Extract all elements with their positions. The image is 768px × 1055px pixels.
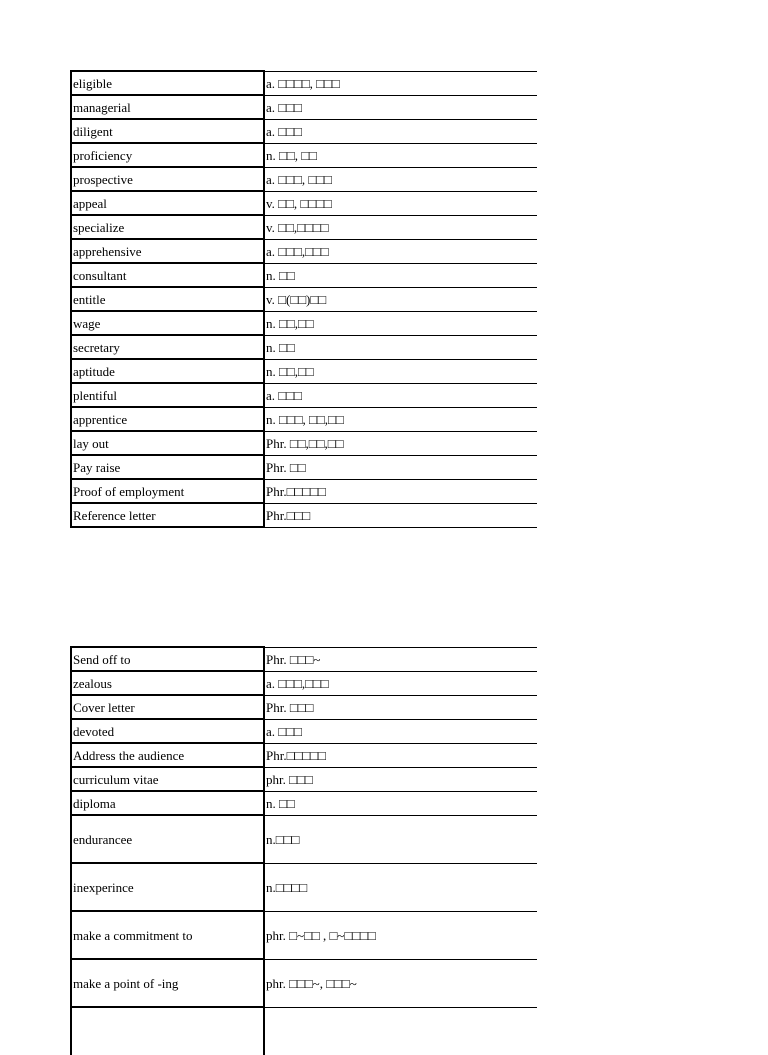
table-row (71, 719, 537, 743)
table-row (71, 287, 537, 311)
table-row (71, 743, 537, 767)
word-cell: zealous (71, 671, 264, 695)
table-row (71, 791, 537, 815)
word-cell: apprehensive (71, 239, 264, 263)
table-row (71, 1007, 537, 1055)
meaning-cell: a. □□□ (264, 119, 537, 143)
word-cell: apprentice (71, 407, 264, 431)
word-cell: diploma (71, 791, 264, 815)
word-cell: aptitude (71, 359, 264, 383)
word-cell (71, 1007, 264, 1055)
meaning-cell: phr. □~□□ , □~□□□□ (264, 911, 537, 959)
vocabulary-table-1-body (71, 71, 537, 527)
vocabulary-table-2-body (71, 647, 537, 1055)
meaning-cell: a. □□□□, □□□ (264, 71, 537, 95)
table-row (71, 167, 537, 191)
table-row (71, 959, 537, 1007)
meaning-cell: Phr.□□□□□ (264, 743, 537, 767)
meaning-cell: n.□□□□ (264, 863, 537, 911)
table-row (71, 911, 537, 959)
word-cell: prospective (71, 167, 264, 191)
meaning-cell: n. □□□, □□,□□ (264, 407, 537, 431)
table-row (71, 239, 537, 263)
vocabulary-table-1 (70, 70, 537, 528)
word-cell: curriculum vitae (71, 767, 264, 791)
meaning-cell: n. □□,□□ (264, 359, 537, 383)
table-row (71, 863, 537, 911)
table-row (71, 383, 537, 407)
word-cell: Pay raise (71, 455, 264, 479)
meaning-cell: Phr.□□□ (264, 503, 537, 527)
word-cell: eligible (71, 71, 264, 95)
word-cell: Proof of employment (71, 479, 264, 503)
meaning-cell (264, 1007, 537, 1055)
table-row (71, 767, 537, 791)
table-row (71, 671, 537, 695)
word-cell: managerial (71, 95, 264, 119)
meaning-cell: a. □□□ (264, 383, 537, 407)
word-cell: make a point of -ing (71, 959, 264, 1007)
vocabulary-table-2 (70, 646, 537, 1055)
word-cell: endurancee (71, 815, 264, 863)
word-cell: Cover letter (71, 695, 264, 719)
table-row (71, 143, 537, 167)
table-row (71, 311, 537, 335)
meaning-cell: Phr. □□,□□,□□ (264, 431, 537, 455)
word-cell: plentiful (71, 383, 264, 407)
meaning-cell: v. □□,□□□□ (264, 215, 537, 239)
word-cell: Send off to (71, 647, 264, 671)
table-row (71, 359, 537, 383)
meaning-cell: a. □□□,□□□ (264, 239, 537, 263)
meaning-cell: Phr. □□□~ (264, 647, 537, 671)
word-cell: secretary (71, 335, 264, 359)
meaning-cell: phr. □□□ (264, 767, 537, 791)
word-cell: lay out (71, 431, 264, 455)
meaning-cell: phr. □□□~, □□□~ (264, 959, 537, 1007)
table-row (71, 431, 537, 455)
meaning-cell: Phr. □□□ (264, 695, 537, 719)
meaning-cell: Phr.□□□□□ (264, 479, 537, 503)
word-cell: devoted (71, 719, 264, 743)
word-cell: proficiency (71, 143, 264, 167)
word-cell: Reference letter (71, 503, 264, 527)
word-cell: specialize (71, 215, 264, 239)
meaning-cell: n. □□, □□ (264, 143, 537, 167)
table-row (71, 695, 537, 719)
word-cell: appeal (71, 191, 264, 215)
meaning-cell: a. □□□,□□□ (264, 671, 537, 695)
word-cell: entitle (71, 287, 264, 311)
word-cell: diligent (71, 119, 264, 143)
meaning-cell: Phr. □□ (264, 455, 537, 479)
table-row (71, 647, 537, 671)
meaning-cell: n. □□ (264, 335, 537, 359)
meaning-cell: a. □□□, □□□ (264, 167, 537, 191)
table-row (71, 95, 537, 119)
table-row (71, 407, 537, 431)
meaning-cell: v. □(□□)□□ (264, 287, 537, 311)
word-cell: Address the audience (71, 743, 264, 767)
table-row (71, 119, 537, 143)
meaning-cell: a. □□□ (264, 95, 537, 119)
table-row (71, 503, 537, 527)
table-row (71, 263, 537, 287)
table-row (71, 215, 537, 239)
word-cell: consultant (71, 263, 264, 287)
table-row (71, 71, 537, 95)
table-row (71, 455, 537, 479)
word-cell: inexperince (71, 863, 264, 911)
meaning-cell: n. □□ (264, 791, 537, 815)
word-cell: make a commitment to (71, 911, 264, 959)
meaning-cell: n. □□,□□ (264, 311, 537, 335)
table-row (71, 815, 537, 863)
meaning-cell: a. □□□ (264, 719, 537, 743)
word-cell: wage (71, 311, 264, 335)
table-row (71, 191, 537, 215)
table-row (71, 479, 537, 503)
meaning-cell: n. □□ (264, 263, 537, 287)
table-row (71, 335, 537, 359)
meaning-cell: v. □□, □□□□ (264, 191, 537, 215)
meaning-cell: n.□□□ (264, 815, 537, 863)
